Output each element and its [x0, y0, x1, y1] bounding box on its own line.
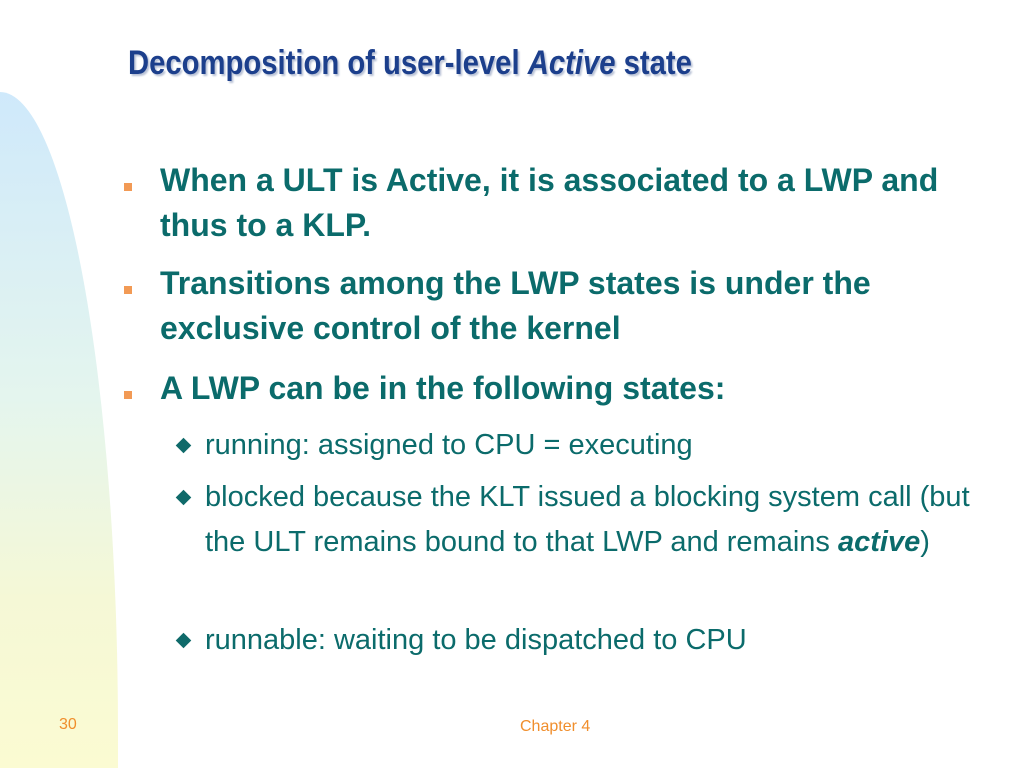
diamond-bullet-icon — [176, 633, 192, 649]
bullet-text: Transitions among the LWP states is under the exclusive control of the kernel — [160, 265, 871, 346]
footer-chapter: Chapter 4 — [520, 718, 591, 735]
bullet-marker — [124, 183, 132, 191]
sub-bullet-text: running: assigned to CPU = executing — [205, 429, 693, 461]
bullet-marker — [124, 391, 132, 399]
background-curve-decoration — [0, 92, 118, 768]
diamond-bullet-icon — [176, 490, 192, 506]
diamond-bullet-icon — [176, 438, 192, 454]
bullet-text: When a ULT is Active, it is associated to a LWP and thus to a KLP. — [160, 162, 939, 243]
slide-title: Decomposition of user-level Active state — [128, 44, 692, 82]
bullet-marker — [124, 286, 132, 294]
sub-bullet-text: runnable: waiting to be dispatched to CPU — [205, 624, 747, 656]
sub-bullet-text: blocked because the KLT issued a blocking system call (but the ULT remains bound to that LWP and remains active) — [205, 481, 970, 558]
page-number: 30 — [59, 716, 77, 733]
bullet-text: A LWP can be in the following states: — [160, 370, 726, 406]
emphasis-active: active — [837, 526, 921, 558]
